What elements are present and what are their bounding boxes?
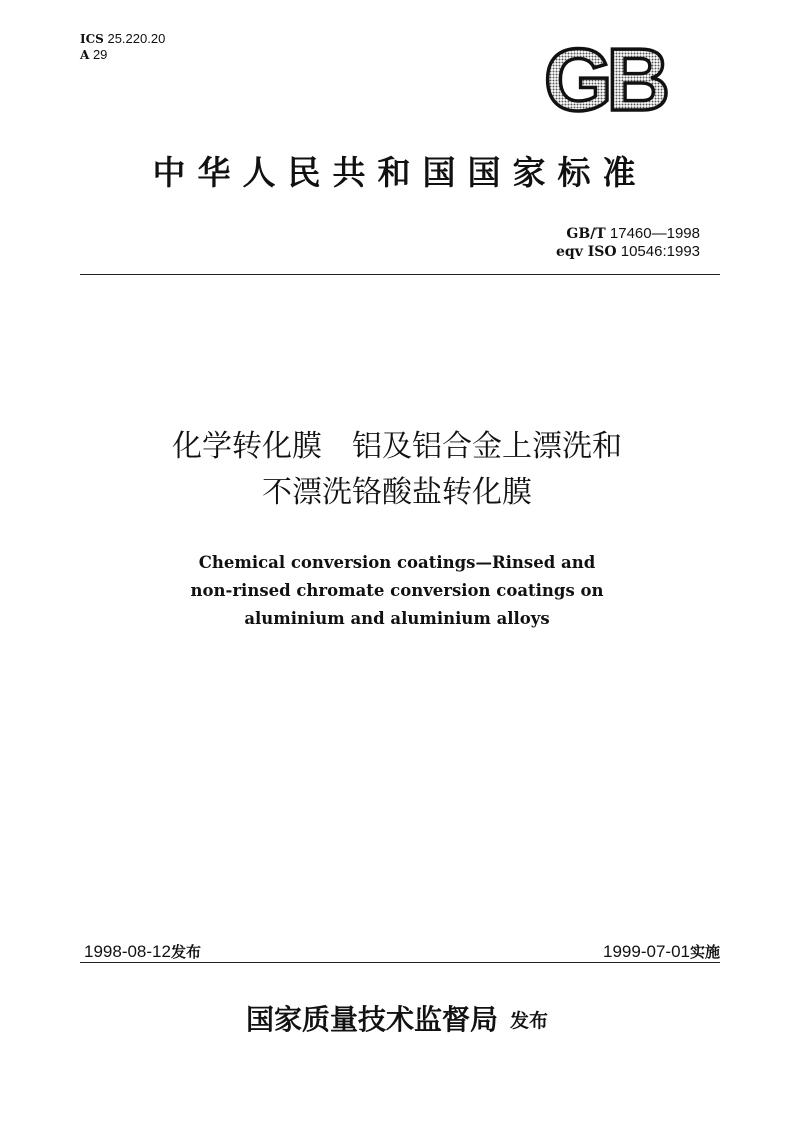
chinese-title-line-1: 化学转化膜 铝及铝合金上漂洗和	[172, 429, 622, 464]
effective-date-label: 实施	[689, 943, 720, 961]
issue-date	[84, 942, 201, 962]
english-title-line-3: aluminium and aluminium alloys	[244, 609, 550, 628]
issue-date-value: 1998-08-12	[84, 942, 171, 961]
effective-date	[603, 942, 720, 962]
footer-divider	[80, 962, 720, 963]
classification-codes	[80, 31, 165, 63]
eqv-key: eqv ISO	[556, 244, 617, 260]
chinese-title-line-2: 不漂洗铬酸盐转化膜	[262, 475, 532, 510]
ics-code	[80, 31, 165, 47]
english-title-line-2: non-rinsed chromate conversion coatings on	[190, 581, 604, 600]
english-title-line-1: Chemical conversion coatings—Rinsed and	[198, 553, 596, 572]
header-divider	[80, 274, 720, 275]
eqv-value: 10546:1993	[620, 243, 700, 260]
gb-number	[480, 225, 700, 243]
issue-date-label: 发布	[170, 943, 201, 961]
logo-lettering: GB	[544, 40, 664, 118]
eqv-number	[480, 243, 700, 261]
gb-key: GB/T	[566, 226, 606, 242]
gb-value: 17460—1998	[609, 225, 700, 242]
category-key: A	[80, 48, 90, 62]
category-code	[80, 47, 165, 63]
issuer-name: 国家质量技术监督局	[245, 1003, 498, 1036]
gb-logo	[534, 40, 674, 118]
chinese-title	[60, 424, 734, 516]
effective-date-value: 1999-07-01	[603, 942, 690, 961]
national-standard-heading: 中华人民共和国国家标准	[152, 153, 648, 192]
issuer	[100, 1000, 694, 1041]
english-title	[110, 549, 684, 633]
category-value: 29	[92, 47, 108, 62]
standard-numbers	[480, 225, 700, 261]
ics-value: 25.220.20	[107, 31, 166, 46]
issuer-action: 发布	[510, 1010, 549, 1032]
ics-key: ICS	[80, 32, 104, 46]
